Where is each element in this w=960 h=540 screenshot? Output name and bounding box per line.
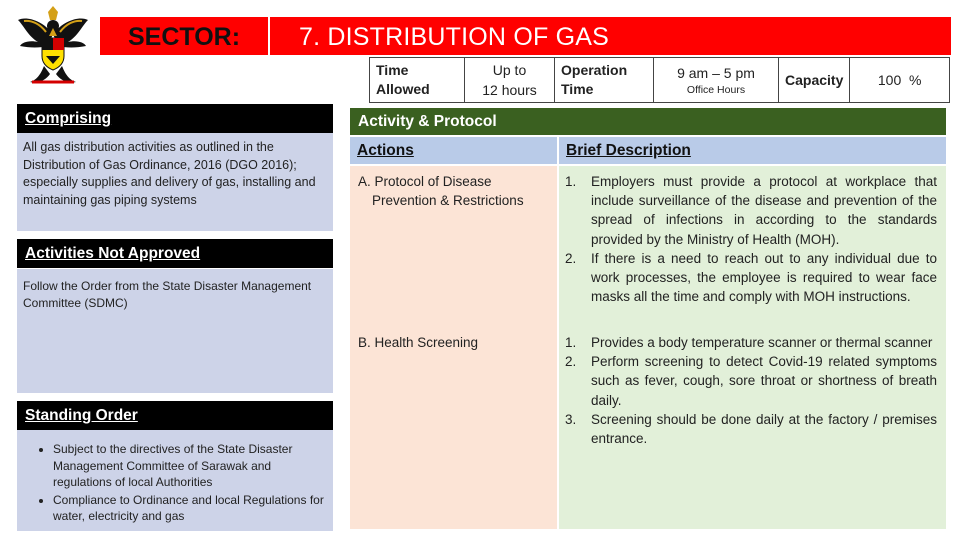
list-item bbox=[565, 333, 937, 352]
activity-protocol-header: Activity & Protocol bbox=[350, 108, 946, 135]
action-protocol-disease-prevention bbox=[358, 172, 524, 210]
item-number: 1. bbox=[565, 174, 577, 189]
item-number: 2. bbox=[565, 354, 577, 370]
standing-order-body bbox=[17, 430, 333, 531]
list-item bbox=[565, 172, 937, 249]
list-item bbox=[565, 249, 937, 307]
time-allowed-label bbox=[370, 58, 465, 103]
operation-time-label-line2: Time bbox=[561, 81, 594, 97]
time-allowed-label-line1: Time bbox=[376, 62, 409, 78]
sector-label: SECTOR: bbox=[100, 17, 270, 55]
item-text: Employers must provide a protocol at workplace that include surveillance of the disease and prevention of the spread of infections in according to the standards provided by the Ministry of Health (MOH). bbox=[591, 174, 937, 247]
description-column-header bbox=[559, 137, 946, 164]
operation-time-note: Office Hours bbox=[686, 84, 746, 96]
sector-title-bar bbox=[100, 17, 951, 55]
item-text: Perform screening to detect Covid-19 related symptoms such as fever, cough, sore throat or shortness of breath daily. bbox=[591, 354, 937, 408]
actions-column-title: Actions bbox=[357, 142, 414, 159]
item-number: 1. bbox=[565, 335, 577, 350]
action-a-label-line2: Prevention & Restrictions bbox=[372, 193, 524, 208]
description-column bbox=[559, 166, 946, 529]
time-allowed-label-line2: Allowed bbox=[376, 81, 430, 97]
activities-not-approved-header bbox=[17, 239, 333, 268]
activities-not-approved-text: Follow the Order from the State Disaster Management Committee (SDMC) bbox=[17, 269, 333, 393]
actions-column bbox=[350, 166, 557, 529]
standing-order-list bbox=[23, 441, 327, 525]
time-allowed-value bbox=[465, 58, 555, 103]
item-text: Screening should be done daily at the factory / premises entrance. bbox=[591, 411, 937, 447]
operation-time-value bbox=[654, 58, 779, 103]
operation-time-label-line1: Operation bbox=[561, 62, 628, 78]
standing-order-title: Standing Order bbox=[25, 407, 138, 424]
comprising-text: All gas distribution activities as outlined in the Distribution of Gas Ordinance, 2016 (DGO 2016); especially supplies and delivery of gas, installing and maintaining gas piping systems bbox=[17, 133, 333, 231]
comprising-header bbox=[17, 104, 333, 133]
screening-description-list bbox=[565, 333, 937, 448]
description-column-title: Brief Description bbox=[566, 142, 691, 159]
comprising-title: Comprising bbox=[25, 110, 112, 127]
capacity-value: 100 % bbox=[850, 58, 950, 103]
sarawak-coat-of-arms-icon bbox=[14, 6, 92, 86]
item-number: 3. bbox=[565, 411, 577, 427]
activities-not-approved-title: Activities Not Approved bbox=[25, 245, 201, 262]
item-text: If there is a need to reach out to any individual due to work processes, the employee is required to wear face masks all the time and comply with MOH instructions. bbox=[591, 250, 937, 305]
list-item: • Compliance to Ordinance and local Regulations for water, electricity and gas bbox=[53, 492, 327, 525]
item-number: 2. bbox=[565, 250, 577, 266]
protocol-description-list bbox=[565, 172, 937, 306]
time-allowed-value-line1: Up to bbox=[492, 62, 527, 78]
action-health-screening: B. Health Screening bbox=[358, 335, 479, 350]
standing-order-header bbox=[17, 401, 333, 430]
time-allowed-value-line2: 12 hours bbox=[482, 82, 537, 98]
item-text: Provides a body temperature scanner or thermal scanner bbox=[591, 335, 933, 350]
action-a-label-line1: A. Protocol of Disease bbox=[358, 174, 492, 189]
list-item bbox=[565, 410, 937, 448]
sector-title: 7. DISTRIBUTION OF GAS bbox=[299, 23, 609, 51]
operation-time-label bbox=[555, 58, 654, 103]
info-table bbox=[369, 57, 950, 103]
operation-time-hours: 9 am – 5 pm bbox=[677, 65, 755, 81]
capacity-label: Capacity bbox=[779, 58, 850, 103]
list-item bbox=[565, 352, 937, 410]
list-item: • Subject to the directives of the State Disaster Management Committee of Sarawak and regulations of local Authorities bbox=[53, 441, 327, 491]
actions-column-header bbox=[350, 137, 557, 164]
